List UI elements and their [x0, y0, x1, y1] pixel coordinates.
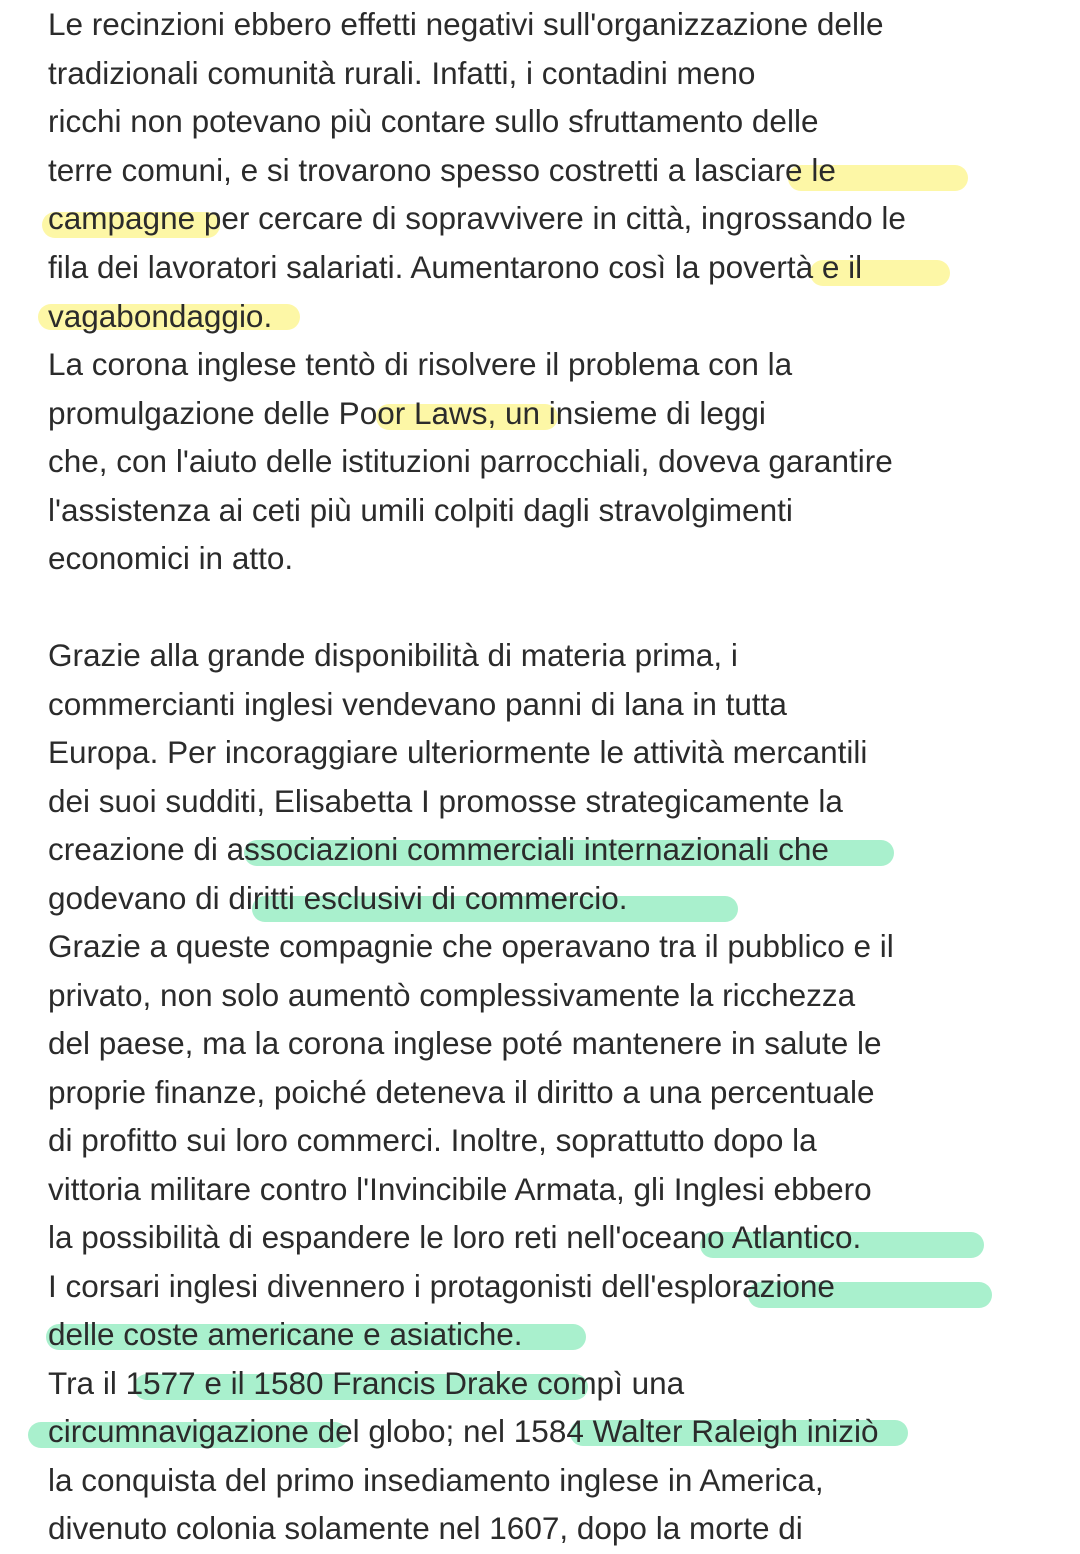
- text-line: dei suoi sudditi, Elisabetta I promosse strategicamente la: [48, 783, 843, 819]
- text-line: Grazie a queste compagnie che operavano tra il pubblico e il: [48, 928, 894, 964]
- text-line: proprie finanze, poiché deteneva il diritto a una percentuale: [48, 1074, 875, 1110]
- text-line: Europa. Per incoraggiare ulteriormente le attività mercantili: [48, 734, 868, 770]
- text-line: che, con l'aiuto delle istituzioni parrocchiali, doveva garantire: [48, 443, 893, 479]
- text-line: delle coste americane e asiatiche.: [48, 1316, 523, 1352]
- text-line: fila dei lavoratori salariati. Aumentarono così la povertà e il: [48, 249, 863, 285]
- text-line: la conquista del primo insediamento inglese in America,: [48, 1462, 824, 1498]
- text-line: terre comuni, e si trovarono spesso costretti a lasciare le: [48, 152, 836, 188]
- text-line: commercianti inglesi vendevano panni di lana in tutta: [48, 686, 787, 722]
- text-line: godevano di diritti esclusivi di commercio.: [48, 880, 628, 916]
- text-line: del paese, ma la corona inglese poté mantenere in salute le: [48, 1025, 882, 1061]
- text-line: Le recinzioni ebbero effetti negativi sull'organizzazione delle: [48, 6, 884, 42]
- text-line: di profitto sui loro commerci. Inoltre, soprattutto dopo la: [48, 1122, 817, 1158]
- text-line: ricchi non potevano più contare sullo sfruttamento delle: [48, 103, 819, 139]
- text-line: privato, non solo aumentò complessivamente la ricchezza: [48, 977, 856, 1013]
- text-line: campagne per cercare di sopravvivere in città, ingrossando le: [48, 200, 906, 236]
- text-line: I corsari inglesi divennero i protagonisti dell'esplorazione: [48, 1268, 835, 1304]
- text-line: La corona inglese tentò di risolvere il problema con la: [48, 346, 793, 382]
- text-line: l'assistenza ai ceti più umili colpiti dagli stravolgimenti: [48, 492, 793, 528]
- text-line: vittoria militare contro l'Invincibile Armata, gli Inglesi ebbero: [48, 1171, 872, 1207]
- text-line: creazione di associazioni commerciali internazionali che: [48, 831, 829, 867]
- text-line: tradizionali comunità rurali. Infatti, i contadini meno: [48, 55, 756, 91]
- text-line: la possibilità di espandere le loro reti nell'oceano Atlantico.: [48, 1219, 862, 1255]
- text-line: Tra il 1577 e il 1580 Francis Drake compì una: [48, 1365, 685, 1401]
- text-line: economici in atto.: [48, 540, 294, 576]
- text-line: divenuto colonia solamente nel 1607, dopo la morte di: [48, 1510, 803, 1546]
- text-line: circumnavigazione del globo; nel 1584 Walter Raleigh iniziò: [48, 1413, 879, 1449]
- text-line: vagabondaggio.: [48, 298, 273, 334]
- text-line: Grazie alla grande disponibilità di materia prima, i: [48, 637, 738, 673]
- text-line: promulgazione delle Poor Laws, un insieme di leggi: [48, 395, 766, 431]
